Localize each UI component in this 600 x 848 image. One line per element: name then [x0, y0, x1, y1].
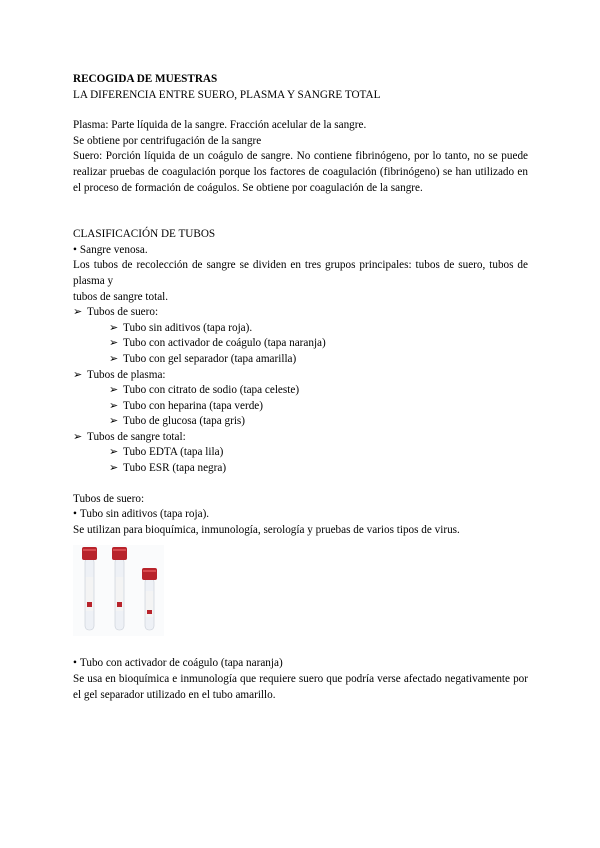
plasma-method: Se obtiene por centrifugación de la sangre [73, 134, 262, 147]
bullet-icon: • [73, 508, 77, 521]
tube-cap-highlight [83, 549, 96, 551]
tube-red-mark [87, 602, 92, 607]
document-content [73, 72, 528, 703]
list-item-text: Tubo con heparina (tapa verde) [123, 399, 264, 412]
list-item [73, 383, 528, 399]
serum-tubes-heading: Tubos de suero: [73, 492, 145, 505]
group-whole-blood [73, 430, 528, 446]
arrow-icon: ➢ [109, 352, 119, 365]
arrow-icon: ➢ [73, 368, 83, 381]
red-tube-use: Se utilizan para bioquímica, inmunología, serología y pruebas de varios tipos de virus. [73, 523, 460, 536]
suero-definition: Suero: Porción líquida de un coágulo de sangre. No contiene fibrinógeno, por lo tanto, no se puede realizar pruebas de coagulación porque los factores de coagulación (fibrinógeno) se han utilizado en el proceso de formación de coágulos. Se obtiene por coagulación de la sangre. [73, 150, 528, 194]
list-item [73, 321, 528, 337]
list-item-text: Tubo con activador de coágulo (tapa naranja) [123, 337, 326, 350]
tube-red-mark [147, 610, 152, 614]
arrow-icon: ➢ [109, 399, 119, 412]
list-item [73, 445, 528, 461]
plasma-definition: Plasma: Parte líquida de la sangre. Fracción acelular de la sangre. [73, 119, 367, 132]
list-item-text: Tubo con gel separador (tapa amarilla) [123, 352, 297, 365]
arrow-icon: ➢ [73, 306, 83, 319]
document-title: RECOGIDA DE MUESTRAS [73, 73, 218, 85]
tube-cap [82, 547, 97, 560]
list-item-text: Tubo sin aditivos (tapa roja). [123, 321, 253, 334]
group-serum [73, 305, 528, 321]
classification-intro-2: tubos de sangre total. [73, 290, 169, 303]
orange-tube-title-text: Tubo con activador de coágulo (tapa naranja) [79, 657, 283, 670]
group-label: Tubos de suero: [87, 306, 159, 319]
arrow-icon: ➢ [109, 384, 119, 397]
list-item [73, 399, 528, 415]
arrow-icon: ➢ [109, 321, 119, 334]
list-item [73, 461, 528, 477]
tube-cap [112, 547, 127, 560]
red-tube-title-text: Tubo sin aditivos (tapa roja). [79, 508, 210, 521]
list-item [73, 352, 528, 368]
tube-cap-highlight [143, 570, 156, 572]
group-plasma [73, 368, 528, 384]
list-item-text: Tubo ESR (tapa negra) [123, 462, 227, 475]
classification-intro-1: Los tubos de recolección de sangre se dividen en tres grupos principales: tubos de suero, tubos de plasma y [73, 259, 528, 287]
list-item-text: Tubo con citrato de sodio (tapa celeste) [123, 384, 300, 397]
list-item [73, 414, 528, 430]
venous-label: Sangre venosa. [79, 243, 148, 256]
list-item-text: Tubo de glucosa (tapa gris) [123, 415, 246, 428]
group-label: Tubos de sangre total: [87, 430, 186, 443]
red-cap-tubes-image [73, 545, 164, 636]
tube-cap [142, 568, 157, 580]
group-label: Tubos de plasma: [87, 368, 166, 381]
list-item-text: Tubo EDTA (tapa lila) [123, 446, 224, 459]
document-subtitle: LA DIFERENCIA ENTRE SUERO, PLASMA Y SANGRE TOTAL [73, 88, 381, 101]
tube-red-mark [117, 602, 122, 607]
tube-cap-highlight [113, 549, 126, 551]
arrow-icon: ➢ [73, 430, 83, 443]
arrow-icon: ➢ [109, 415, 119, 428]
red-tube-title [73, 507, 528, 523]
arrow-icon: ➢ [109, 337, 119, 350]
classification-heading: CLASIFICACIÓN DE TUBOS [73, 228, 216, 241]
orange-tube-title [73, 656, 528, 672]
list-item [73, 336, 528, 352]
bullet-icon: • [73, 243, 77, 256]
arrow-icon: ➢ [109, 446, 119, 459]
venous-bullet [73, 243, 528, 259]
bullet-icon: • [73, 657, 77, 670]
orange-tube-use: Se usa en bioquímica e inmunología que requiere suero que podría verse afectado negativamente por el gel separador utilizado en el tubo amarillo. [73, 673, 528, 701]
arrow-icon: ➢ [109, 462, 119, 475]
